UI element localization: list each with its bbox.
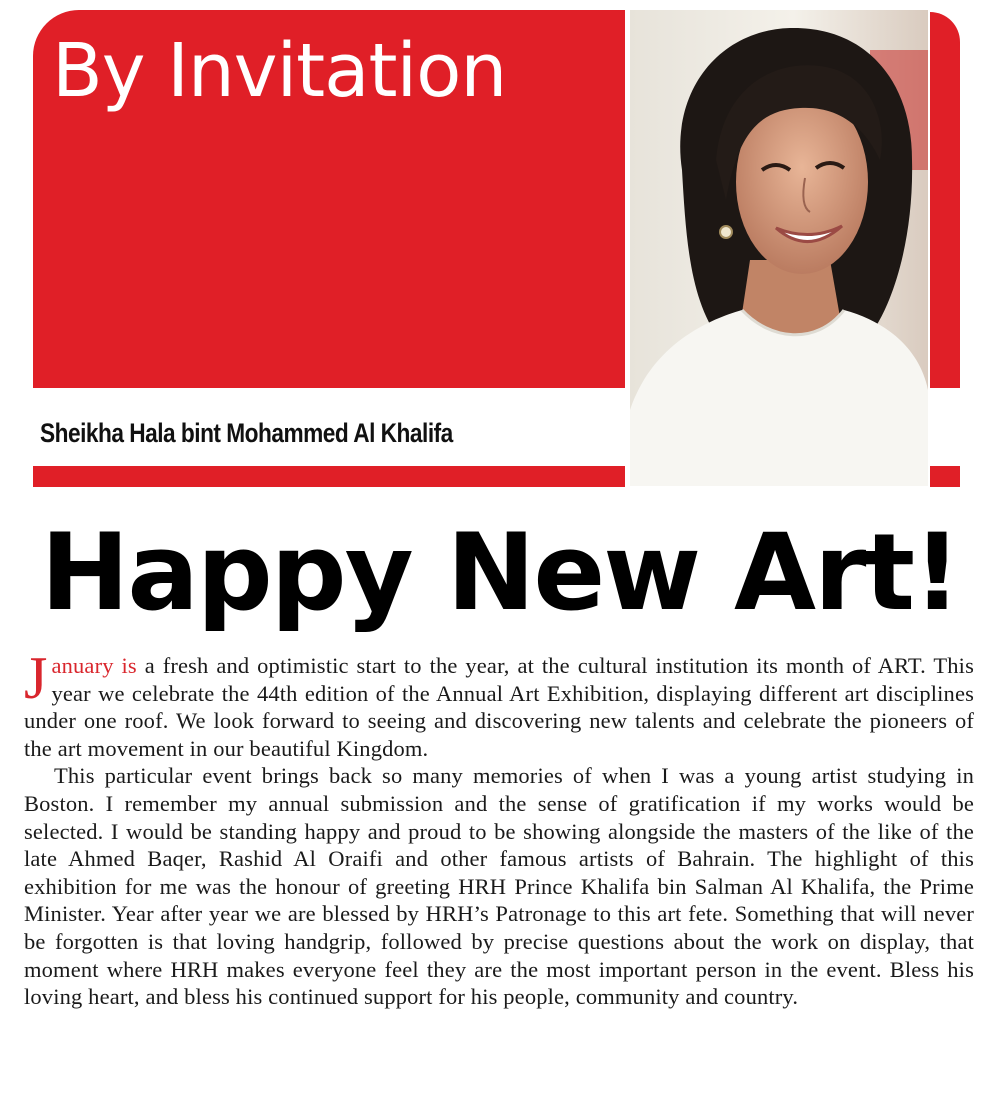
article-paragraph-1	[24, 645, 974, 762]
red-divider-left	[33, 466, 625, 487]
article-body	[24, 645, 974, 1011]
lead-words: anuary is	[51, 653, 137, 678]
author-photo	[630, 10, 928, 486]
header-right-strip	[930, 12, 960, 388]
red-divider-right	[930, 466, 960, 487]
section-title: By Invitation	[52, 28, 507, 114]
article-paragraph-2: This particular event brings back so many memories of when I was a young artist studying in Boston. I remember my annual submission and the sense of gratification if my works would be selected. I would be standing happy and proud to be showing alongside the masters of the like of the late Ahmed Baqer, Rashid Al Oraifi and other famous artists of Bahrain. The highlight of this exhibition for me was the honour of greeting HRH Prince Khalifa bin Salman Al Khalifa, the Prime Minister. Year after year we are blessed by HRH’s Patronage to this art fete. Something that will never be forgotten is that loving handgrip, followed by precise questions about the work on display, that moment where HRH makes everyone feel they are the most important person in the event. Bless his loving heart, and bless his continued support for his people, community and country.	[24, 763, 974, 1010]
author-byline: Sheikha Hala bint Mohammed Al Khalifa	[40, 418, 453, 448]
article-headline: Happy New Art!	[40, 511, 960, 634]
paragraph-1-text: a fresh and optimistic start to the year, at the cultural institution its month of ART. This year we celebrate the 44th edition of the Annual Art Exhibition, displaying different art disciplines under one roof. We look forward to seeing and discovering new talents and celebrate the pioneers of the art movement in our beautiful Kingdom.	[24, 653, 974, 761]
drop-cap: J	[24, 645, 48, 711]
